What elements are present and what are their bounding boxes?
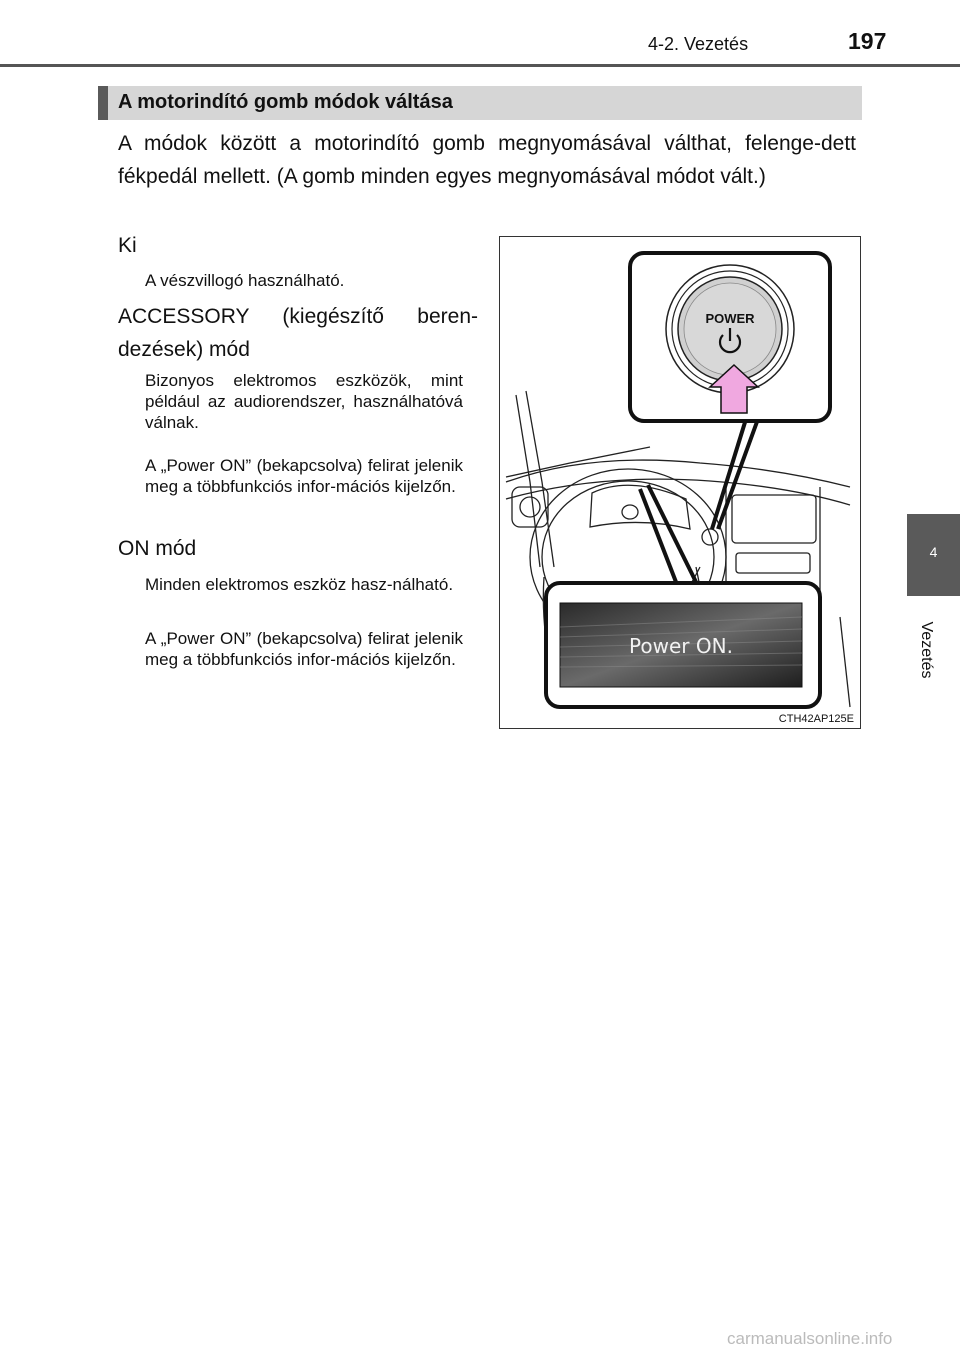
mode-desc-off: A vészvillogó használható. (145, 271, 345, 290)
page-number: 197 (848, 28, 887, 54)
watermark: carmanualsonline.info (727, 1329, 893, 1348)
mode-heading-off: Ki (118, 234, 137, 257)
chapter-tab[interactable] (907, 514, 960, 596)
header-rule (0, 64, 960, 67)
chapter-number: 4 (929, 544, 938, 560)
mode-desc-accessory-2: A „Power ON” (bekapcsolva) felirat jelenik meg a többfunkciós infor-mációs kijelzőn. (145, 456, 463, 496)
section-heading-accent (98, 86, 108, 120)
illustration-figure (499, 236, 861, 729)
mode-desc-on-1: Minden elektromos eszköz hasz-nálható. (145, 575, 454, 594)
figure-code: CTH42AP125E (778, 713, 854, 725)
mode-desc-accessory-1: Bizonyos elektromos eszközök, mint például az audiorendszer, használhatóvá válnak. (145, 371, 463, 432)
mode-heading-on: ON mód (118, 537, 197, 560)
header-section-title: 4-2. Vezetés (648, 34, 749, 54)
section-heading-bar (98, 86, 862, 120)
section-heading: A motorindító gomb módok váltása (118, 91, 453, 113)
chapter-label: Vezetés (918, 621, 935, 679)
intro-paragraph: A módok között a motorindító gomb megnyomásával válthat, felenge-dett fékpedál mellett. (A gomb minden egyes megnyomásával módot vált.) (118, 132, 856, 188)
mode-desc-on-2: A „Power ON” (bekapcsolva) felirat jelenik meg a többfunkciós infor-mációs kijelzőn. (145, 629, 463, 669)
display-message: Power ON. (629, 634, 733, 658)
power-button-label: POWER (705, 311, 755, 326)
mode-heading-accessory: ACCESSORY (kiegészítő beren-dezések) mód (118, 305, 478, 361)
dashboard-illustration (500, 237, 861, 729)
